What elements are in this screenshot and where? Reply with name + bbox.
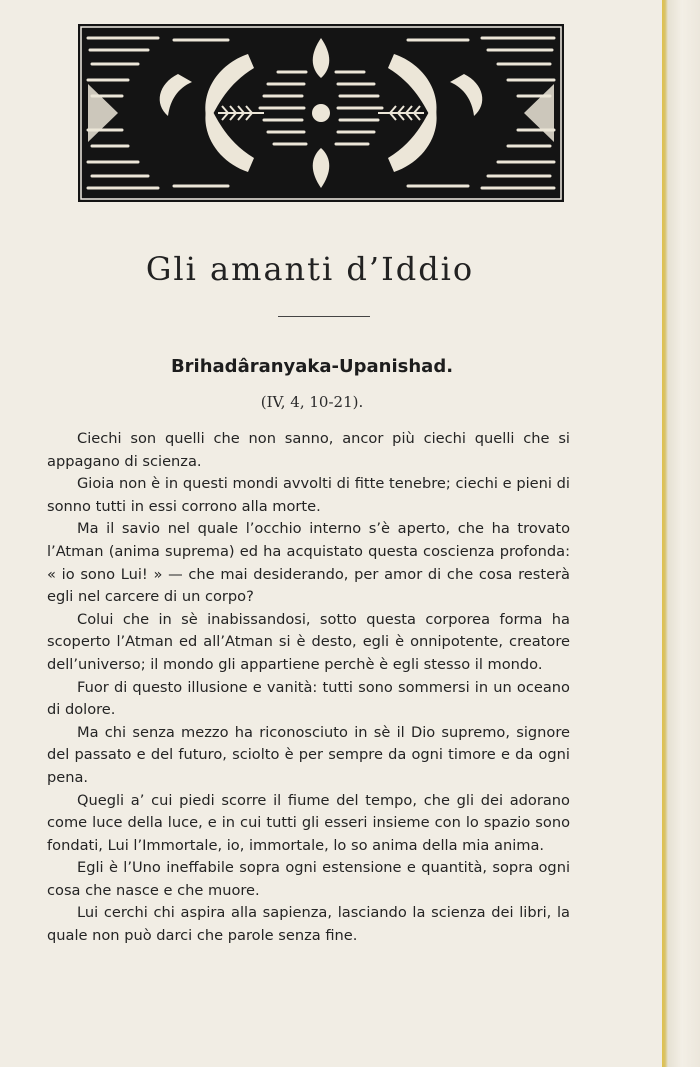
paragraph: Quegli a’ cui piedi scorre il fiume del tempo, che gli dei adorano come luce della luce, e in cui tutti gli esseri insieme con lo spazio sono fondati, Lui l’Immortale, io, immortale, lo so anima della mia anima.: [47, 791, 570, 854]
paragraph: Egli è l’Uno ineffabile sopra ogni estensione e quantità, sopra ogni cosa che nasce e che muore.: [47, 859, 570, 899]
title-divider: [278, 316, 370, 317]
body-text: [47, 428, 570, 948]
paragraph: Ma il savio nel quale l’occhio interno s’è aperto, che ha trovato l’Atman (anima suprema) ed ha acquistato questa coscienza profonda: « io sono Lui! » — che mai desiderando, per amor di che cosa resterà egli nel carcere di un corpo?: [47, 520, 570, 606]
woodcut-ornament-header: [78, 24, 564, 202]
paragraph: Colui che in sè inabissandosi, sotto questa corporea forma ha scoperto l’Atman ed all’Atman si è desto, egli è onnipotente, creatore dell’universo; il mondo gli appartiene perchè è egli stesso il mondo.: [47, 610, 570, 673]
paragraph: Lui cerchi chi aspira alla sapienza, lasciando la scienza dei libri, la quale non può darci che parole senza fine.: [47, 904, 570, 945]
paragraph: Ciechi son quelli che non sanno, ancor più ciechi quelli che si appagano di scienza.: [47, 430, 570, 470]
paragraph: Gioia non è in questi mondi avvolti di fitte tenebre; ciechi e pieni di sonno tutti in essi corrono alla morte.: [47, 475, 570, 515]
verse-reference: (IV, 4, 10-21).: [260, 393, 364, 411]
paragraph: Ma chi senza mezzo ha riconosciuto in sè il Dio supremo, signore del passato e del futuro, sciolto è per sempre da ogni timore e da ogni pena.: [47, 723, 570, 786]
chapter-title: Gli amanti d’Iddio: [145, 250, 475, 288]
paragraph: Fuor di questo illusione e vanità: tutti sono sommersi in un oceano di dolore.: [47, 678, 570, 719]
page-edge: [662, 0, 700, 1067]
section-subtitle: Brihadâranyaka-Upanishad.: [170, 356, 454, 377]
